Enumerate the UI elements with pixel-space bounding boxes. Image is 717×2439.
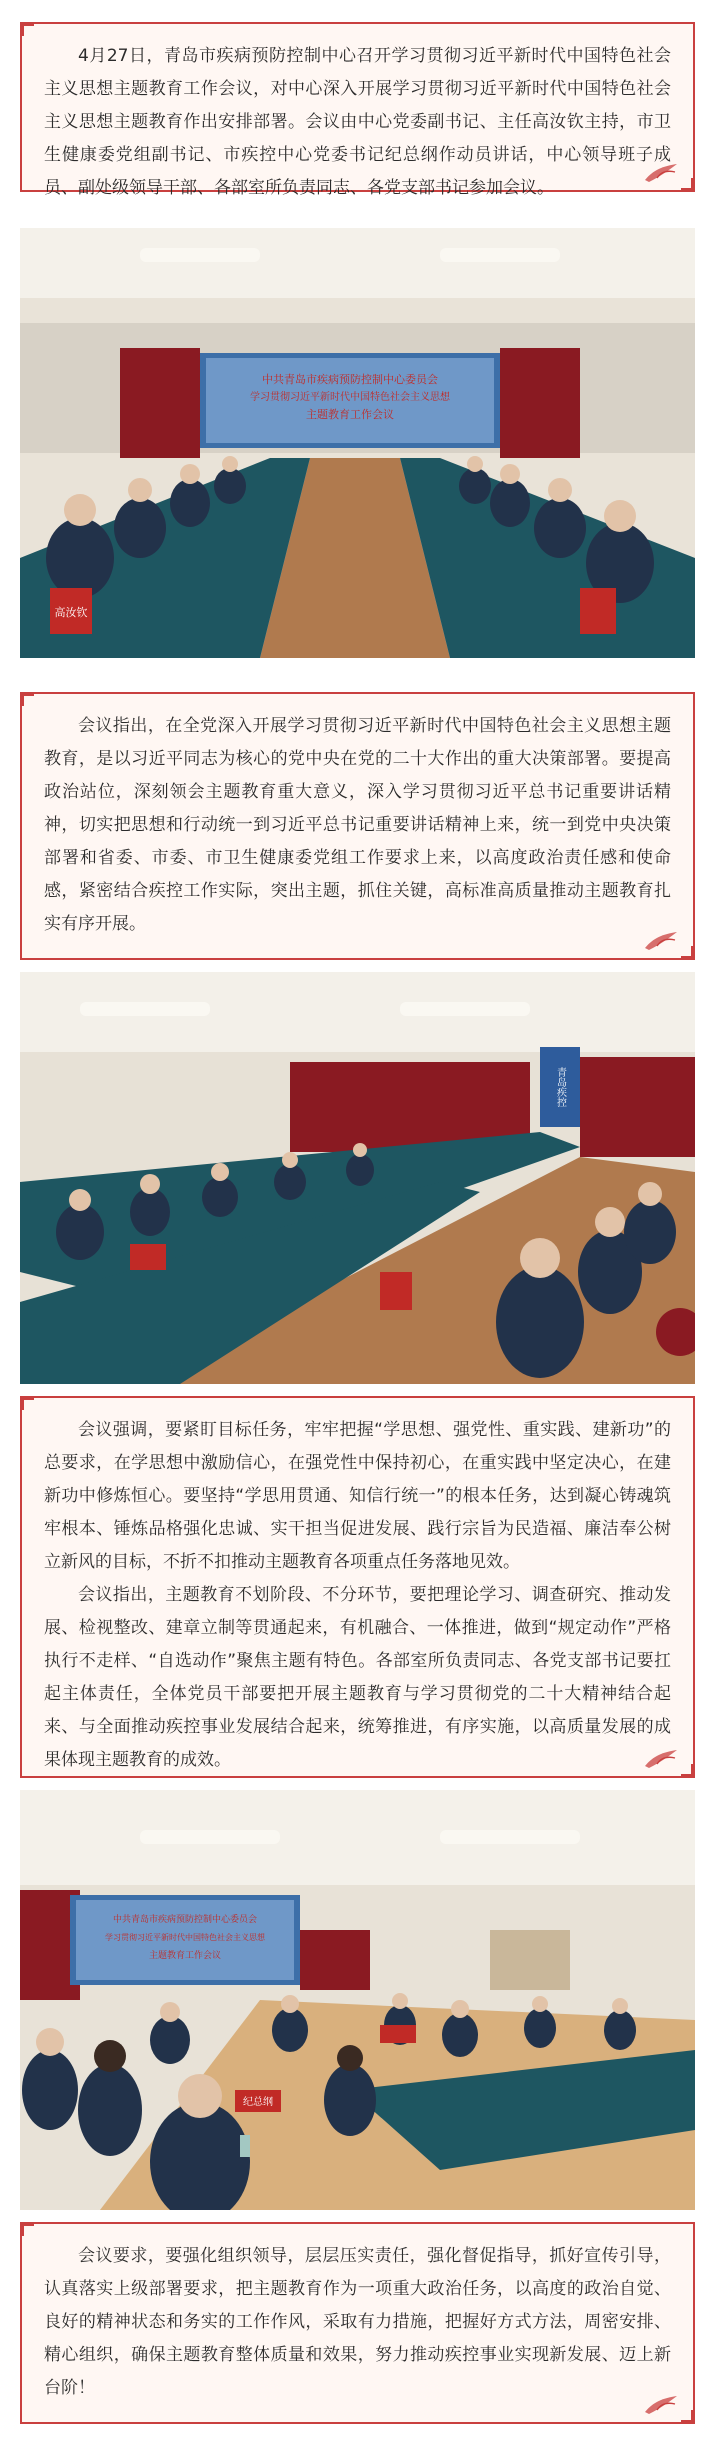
text-card-2 xyxy=(20,692,695,960)
paragraph-5: 会议要求，要强化组织领导，层层压实责任，强化督促指导，抓好宣传引导，认真落实上级部署要求，把主题教育作为一项重大政治任务，以高度的政治自觉、良好的精神状态和务实的工作作风，采取有力措施，把握好方式方法，周密安排、精心组织，确保主题教育整体质量和效果，努力推动疾控事业实现新发展、迈上新台阶！ xyxy=(44,2246,671,2398)
meeting-photo-1 xyxy=(20,228,695,658)
nameplate-1: 高汝钦 xyxy=(54,606,88,619)
meeting-photo-3 xyxy=(20,1790,695,2210)
paragraph-4: 会议指出，主题教育不划阶段、不分环节，要把理论学习、调查研究、推动发展、检视整改、建章立制等贯通起来，有机融合、一体推进，做到“规定动作”严格执行不走样、“自选动作”聚焦主题有特色。各部室所负责同志、各党支部书记要扛起主体责任，全体党员干部要把开展主题教育与学习贯彻党的二十大精神结合起来、与全面推动疾控事业发展结合起来，统筹推进，有序实施，以高质量发展的成果体现主题教育的成效。 xyxy=(44,1585,671,1770)
banner-1-line-1: 中共青岛市疾病预防控制中心委员会 xyxy=(262,373,438,386)
banner-1-line-2: 学习贯彻习近平新时代中国特色社会主义思想 xyxy=(250,392,450,403)
banner-2: 青岛疾控 xyxy=(554,1067,566,1107)
banner-3-line-2: 学习贯彻习近平新时代中国特色社会主义思想 xyxy=(105,1933,265,1942)
paragraph-3: 会议强调，要紧盯目标任务，牢牢把握“学思想、强党性、重实践、建新功”的总要求，在学思想中激励信心，在强党性中保持初心，在重实践中坚定决心，在建新功中修炼恒心。要坚持“学思用贯通、知信行统一”的根本任务，达到凝心铸魂筑牢根本、锤炼品格强化忠诚、实干担当促进发展、践行宗旨为民造福、廉洁奉公树立新风的目标，不折不扣推动主题教育各项重点任务落地见效。 xyxy=(44,1420,671,1572)
text-card-1 xyxy=(20,22,695,198)
banner-1-line-3: 主题教育工作会议 xyxy=(306,408,394,421)
leaf-decoration-icon xyxy=(643,160,681,184)
paragraph-2: 会议指出，在全党深入开展学习贯彻习近平新时代中国特色社会主义思想主题教育，是以习近平同志为核心的党中央在党的二十大作出的重大决策部署。要提高政治站位，深刻领会主题教育重大意义，深入学习贯彻习近平总书记重要讲话精神，切实把思想和行动统一到习近平总书记重要讲话精神上来，统一到党中央决策部署和省委、市委、市卫生健康委党组工作要求上来，以高度政治责任感和使命感，紧密结合疾控工作实际，突出主题，抓住关键，高标准高质量推动主题教育扎实有序开展。 xyxy=(44,716,671,934)
banner-3-line-3: 主题教育工作会议 xyxy=(148,1951,222,1961)
nameplate-3: 纪总纲 xyxy=(243,2097,273,2108)
leaf-decoration-icon xyxy=(643,928,681,952)
text-card-4 xyxy=(20,2222,695,2424)
banner-3-line-1: 中共青岛市疾病预防控制中心委员会 xyxy=(112,1915,258,1925)
paragraph-1: 4月27日，青岛市疾病预防控制中心召开学习贯彻习近平新时代中国特色社会主义思想主题教育工作会议，对中心深入开展学习贯彻习近平新时代中国特色社会主义思想主题教育作出安排部署。会议由中心党委副书记、主任高汝钦主持，市卫生健康委党组副书记、市疾控中心党委书记纪总纲作动员讲话，中心领导班子成员、副处级领导干部、各部室所负责同志、各党支部书记参加会议。 xyxy=(44,46,671,198)
meeting-photo-2 xyxy=(20,972,695,1384)
leaf-decoration-icon xyxy=(643,2392,681,2416)
text-card-3 xyxy=(20,1396,695,1778)
leaf-decoration-icon xyxy=(643,1746,681,1770)
